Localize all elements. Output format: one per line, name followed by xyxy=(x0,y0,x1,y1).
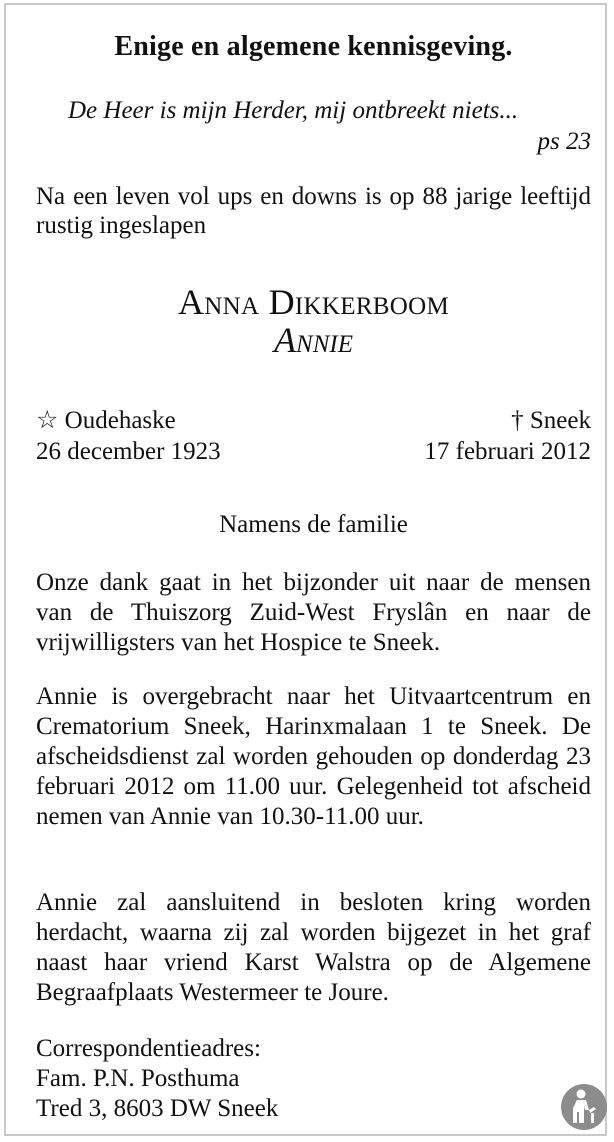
death-info xyxy=(424,405,591,467)
birth-place: Oudehaske xyxy=(64,407,176,434)
service-paragraph: Annie is overgebracht naar het Uitvaartcentrum en Crematorium Sneek, Harinxmalaan 1 te Sneek. De afscheidsdienst zal worden gehouden op donderdag 23 februari 2012 om 11.00 uur. Gelegenheid tot afscheid nemen van Annie van 10.30-11.00 uur. xyxy=(36,683,591,830)
burial-paragraph: Annie zal aansluitend in besloten kring worden herdacht, waarna zij zal worden bijgezet in het graf naast haar vriend Karst Walstra op de Algemene Begraafplaats Westermeer te Joure. xyxy=(36,889,591,1006)
thanks-paragraph: Onze dank gaat in het bijzonder uit naar de mensen van de Thuiszorg Zuid-West Fryslân en naar de vrijwilligsters van het Hospice te Sneek. xyxy=(36,569,591,656)
address-name: Fam. P.N. Posthuma xyxy=(36,1065,240,1092)
verse-reference: ps 23 xyxy=(537,128,591,155)
person-memorial-icon xyxy=(560,1083,608,1131)
notice-heading: Enige en algemene kennisgeving. xyxy=(114,31,513,62)
address-street: Tred 3, 8603 DW Sneek xyxy=(36,1095,279,1122)
birth-info xyxy=(36,405,221,467)
star-icon: ☆ xyxy=(36,407,59,434)
correspondence-address xyxy=(36,1034,278,1124)
birth-place-line xyxy=(36,405,221,436)
birth-date: 26 december 1923 xyxy=(36,438,221,465)
family-line: Namens de familie xyxy=(219,511,408,538)
death-place-line xyxy=(424,405,591,436)
notice-frame xyxy=(4,3,607,1136)
cross-icon: † xyxy=(511,407,524,434)
deceased-name: Anna Dikkerboom xyxy=(177,282,450,322)
death-place: Sneek xyxy=(529,407,591,434)
death-date: 17 februari 2012 xyxy=(424,438,591,465)
verse-text: De Heer is mijn Herder, mij ontbreekt niets... xyxy=(68,97,519,124)
intro-text: Na een leven vol ups en downs is op 88 jarige leeftijd rustig ingeslapen xyxy=(36,183,591,239)
deceased-nickname: Annie xyxy=(274,320,353,360)
address-label: Correspondentieadres: xyxy=(36,1035,261,1062)
